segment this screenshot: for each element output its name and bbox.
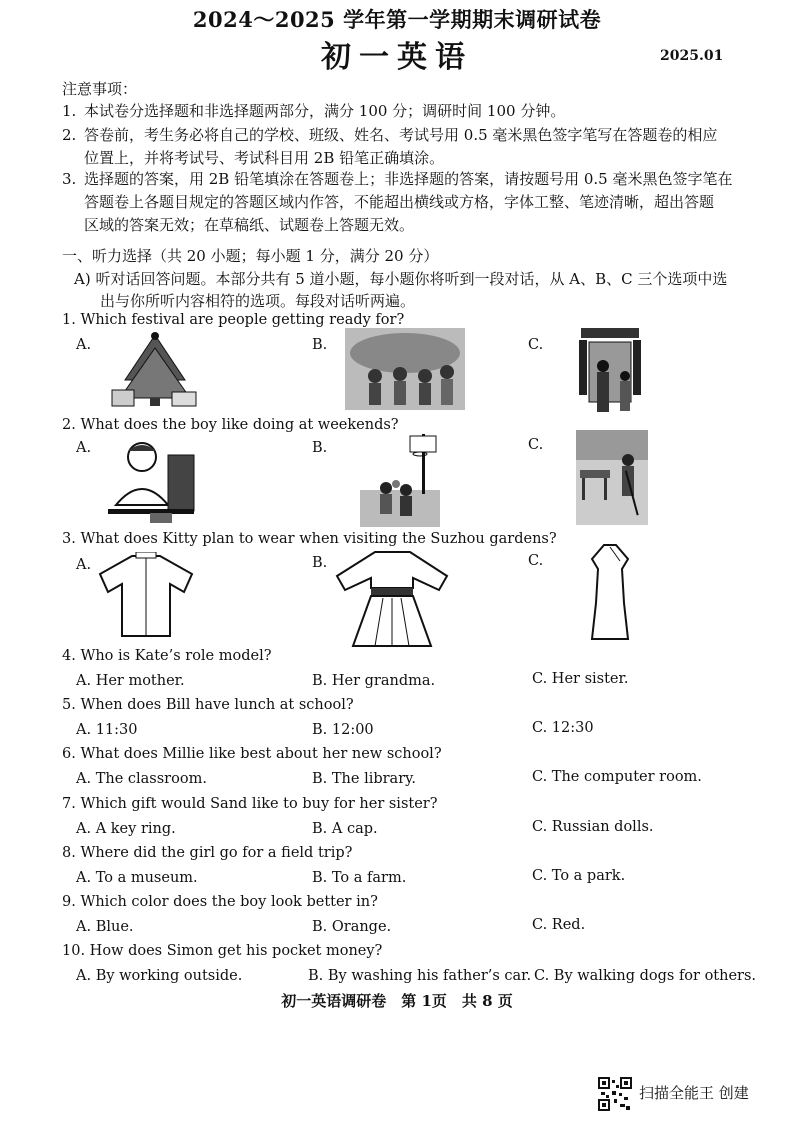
exam-title: 2024～2025 学年第一学期期末调研试卷 bbox=[192, 7, 602, 32]
note-line: 位置上，并将考试号、考试科目用 2B 铅笔正确填涂。 bbox=[84, 149, 445, 167]
option-b: B. Orange. bbox=[312, 919, 392, 935]
option-a-label: A. bbox=[76, 337, 92, 353]
note-line: 选择题的答案，用 2B 铅笔填涂在答题卷上；非选择题的答案，请按题号用 0.5 毫米黑色签字笔在 bbox=[84, 170, 733, 188]
basketball-icon bbox=[360, 432, 440, 527]
festival-crowd-icon bbox=[345, 328, 465, 410]
question-text: 10. How does Simon get his pocket money? bbox=[62, 943, 383, 959]
scanner-watermark: 扫描全能王 创建 bbox=[639, 1084, 749, 1102]
option-a: A. 11:30 bbox=[76, 722, 138, 738]
question-2-text: 2. What does the boy like doing at weekends? bbox=[62, 417, 399, 433]
option-c-label: C. bbox=[528, 437, 544, 453]
note-number: 3. bbox=[62, 170, 77, 188]
qr-code-icon bbox=[598, 1077, 632, 1111]
christmas-tree-icon bbox=[110, 330, 200, 410]
computer-repair-icon bbox=[106, 435, 196, 525]
note-line: 答题卷上各题目规定的答题区域内作答，不能超出横线或方格，字体工整、笔迹清晰，超出答题 bbox=[84, 193, 715, 211]
option-a: A. Blue. bbox=[76, 919, 134, 935]
exam-date: 2025.01 bbox=[660, 48, 724, 64]
note-line: 区域的答案无效；在草稿纸、试题卷上答题无效。 bbox=[84, 216, 415, 234]
note-number: 2. bbox=[62, 126, 77, 144]
question-text: 9. Which color does the boy look better in? bbox=[62, 894, 378, 910]
option-c: C. By walking dogs for others. bbox=[534, 968, 757, 984]
note-number: 1. bbox=[62, 102, 77, 120]
option-c: C. The computer room. bbox=[532, 769, 702, 785]
question-1-text: 1. Which festival are people getting ready for? bbox=[62, 312, 405, 328]
option-b: B. A cap. bbox=[312, 821, 378, 837]
option-c: C. Red. bbox=[532, 917, 586, 933]
question-text: 5. When does Bill have lunch at school? bbox=[62, 697, 354, 713]
question-3-text: 3. What does Kitty plan to wear when visiting the Suzhou gardens? bbox=[62, 531, 557, 547]
option-b: B. By washing his father’s car. bbox=[308, 968, 532, 984]
option-c-label: C. bbox=[528, 553, 544, 569]
question-text: 4. Who is Kate’s role model? bbox=[62, 648, 272, 664]
option-c: C. Russian dolls. bbox=[532, 819, 654, 835]
part-a-instruction-1: A) 听对话回答问题。本部分共有 5 道小题，每小题你将听到一段对话，从 A、B、C 三个选项中选 bbox=[74, 270, 728, 288]
hanfu-dress-icon bbox=[335, 548, 450, 648]
notes-heading: 注意事项： bbox=[62, 80, 138, 98]
question-text: 8. Where did the girl go for a field trip? bbox=[62, 845, 353, 861]
tangzhuang-jacket-icon bbox=[96, 552, 196, 642]
option-a: A. By working outside. bbox=[76, 968, 243, 984]
option-a: A. The classroom. bbox=[76, 771, 207, 787]
option-a: A. To a museum. bbox=[76, 870, 198, 886]
part-a-instruction-2: 出与你所听内容相符的选项。每段对话听两遍。 bbox=[100, 292, 416, 310]
question-text: 6. What does Millie like best about her new school? bbox=[62, 746, 442, 762]
option-a: A. Her mother. bbox=[76, 673, 185, 689]
option-a-label: A. bbox=[76, 557, 92, 573]
option-b: B. Her grandma. bbox=[312, 673, 436, 689]
option-a-label: A. bbox=[76, 440, 92, 456]
option-b-label: B. bbox=[312, 440, 328, 456]
option-b-label: B. bbox=[312, 555, 328, 571]
option-c-label: C. bbox=[528, 337, 544, 353]
qipao-icon bbox=[582, 543, 637, 643]
sweeping-classroom-icon bbox=[576, 430, 648, 525]
note-line: 本试卷分选择题和非选择题两部分，满分 100 分；调研时间 100 分钟。 bbox=[84, 102, 566, 120]
spring-couplet-door-icon bbox=[575, 326, 645, 418]
option-c: C. Her sister. bbox=[532, 671, 629, 687]
note-line: 答卷前，考生务必将自己的学校、班级、姓名、考试号用 0.5 毫米黑色签字笔写在答题卷的相应 bbox=[84, 126, 718, 144]
option-c: C. 12:30 bbox=[532, 720, 594, 736]
page-footer: 初一英语调研卷 第 1页 共 8 页 bbox=[281, 992, 513, 1010]
option-b: B. The library. bbox=[312, 771, 417, 787]
question-text: 7. Which gift would Sand like to buy for her sister? bbox=[62, 796, 438, 812]
subject-title: 初一英语 bbox=[321, 40, 473, 75]
section-heading: 一、听力选择（共 20 小题；每小题 1 分，满分 20 分） bbox=[62, 247, 439, 265]
option-b: B. 12:00 bbox=[312, 722, 374, 738]
option-c: C. To a park. bbox=[532, 868, 626, 884]
option-b: B. To a farm. bbox=[312, 870, 407, 886]
option-b-label: B. bbox=[312, 337, 328, 353]
option-a: A. A key ring. bbox=[76, 821, 176, 837]
